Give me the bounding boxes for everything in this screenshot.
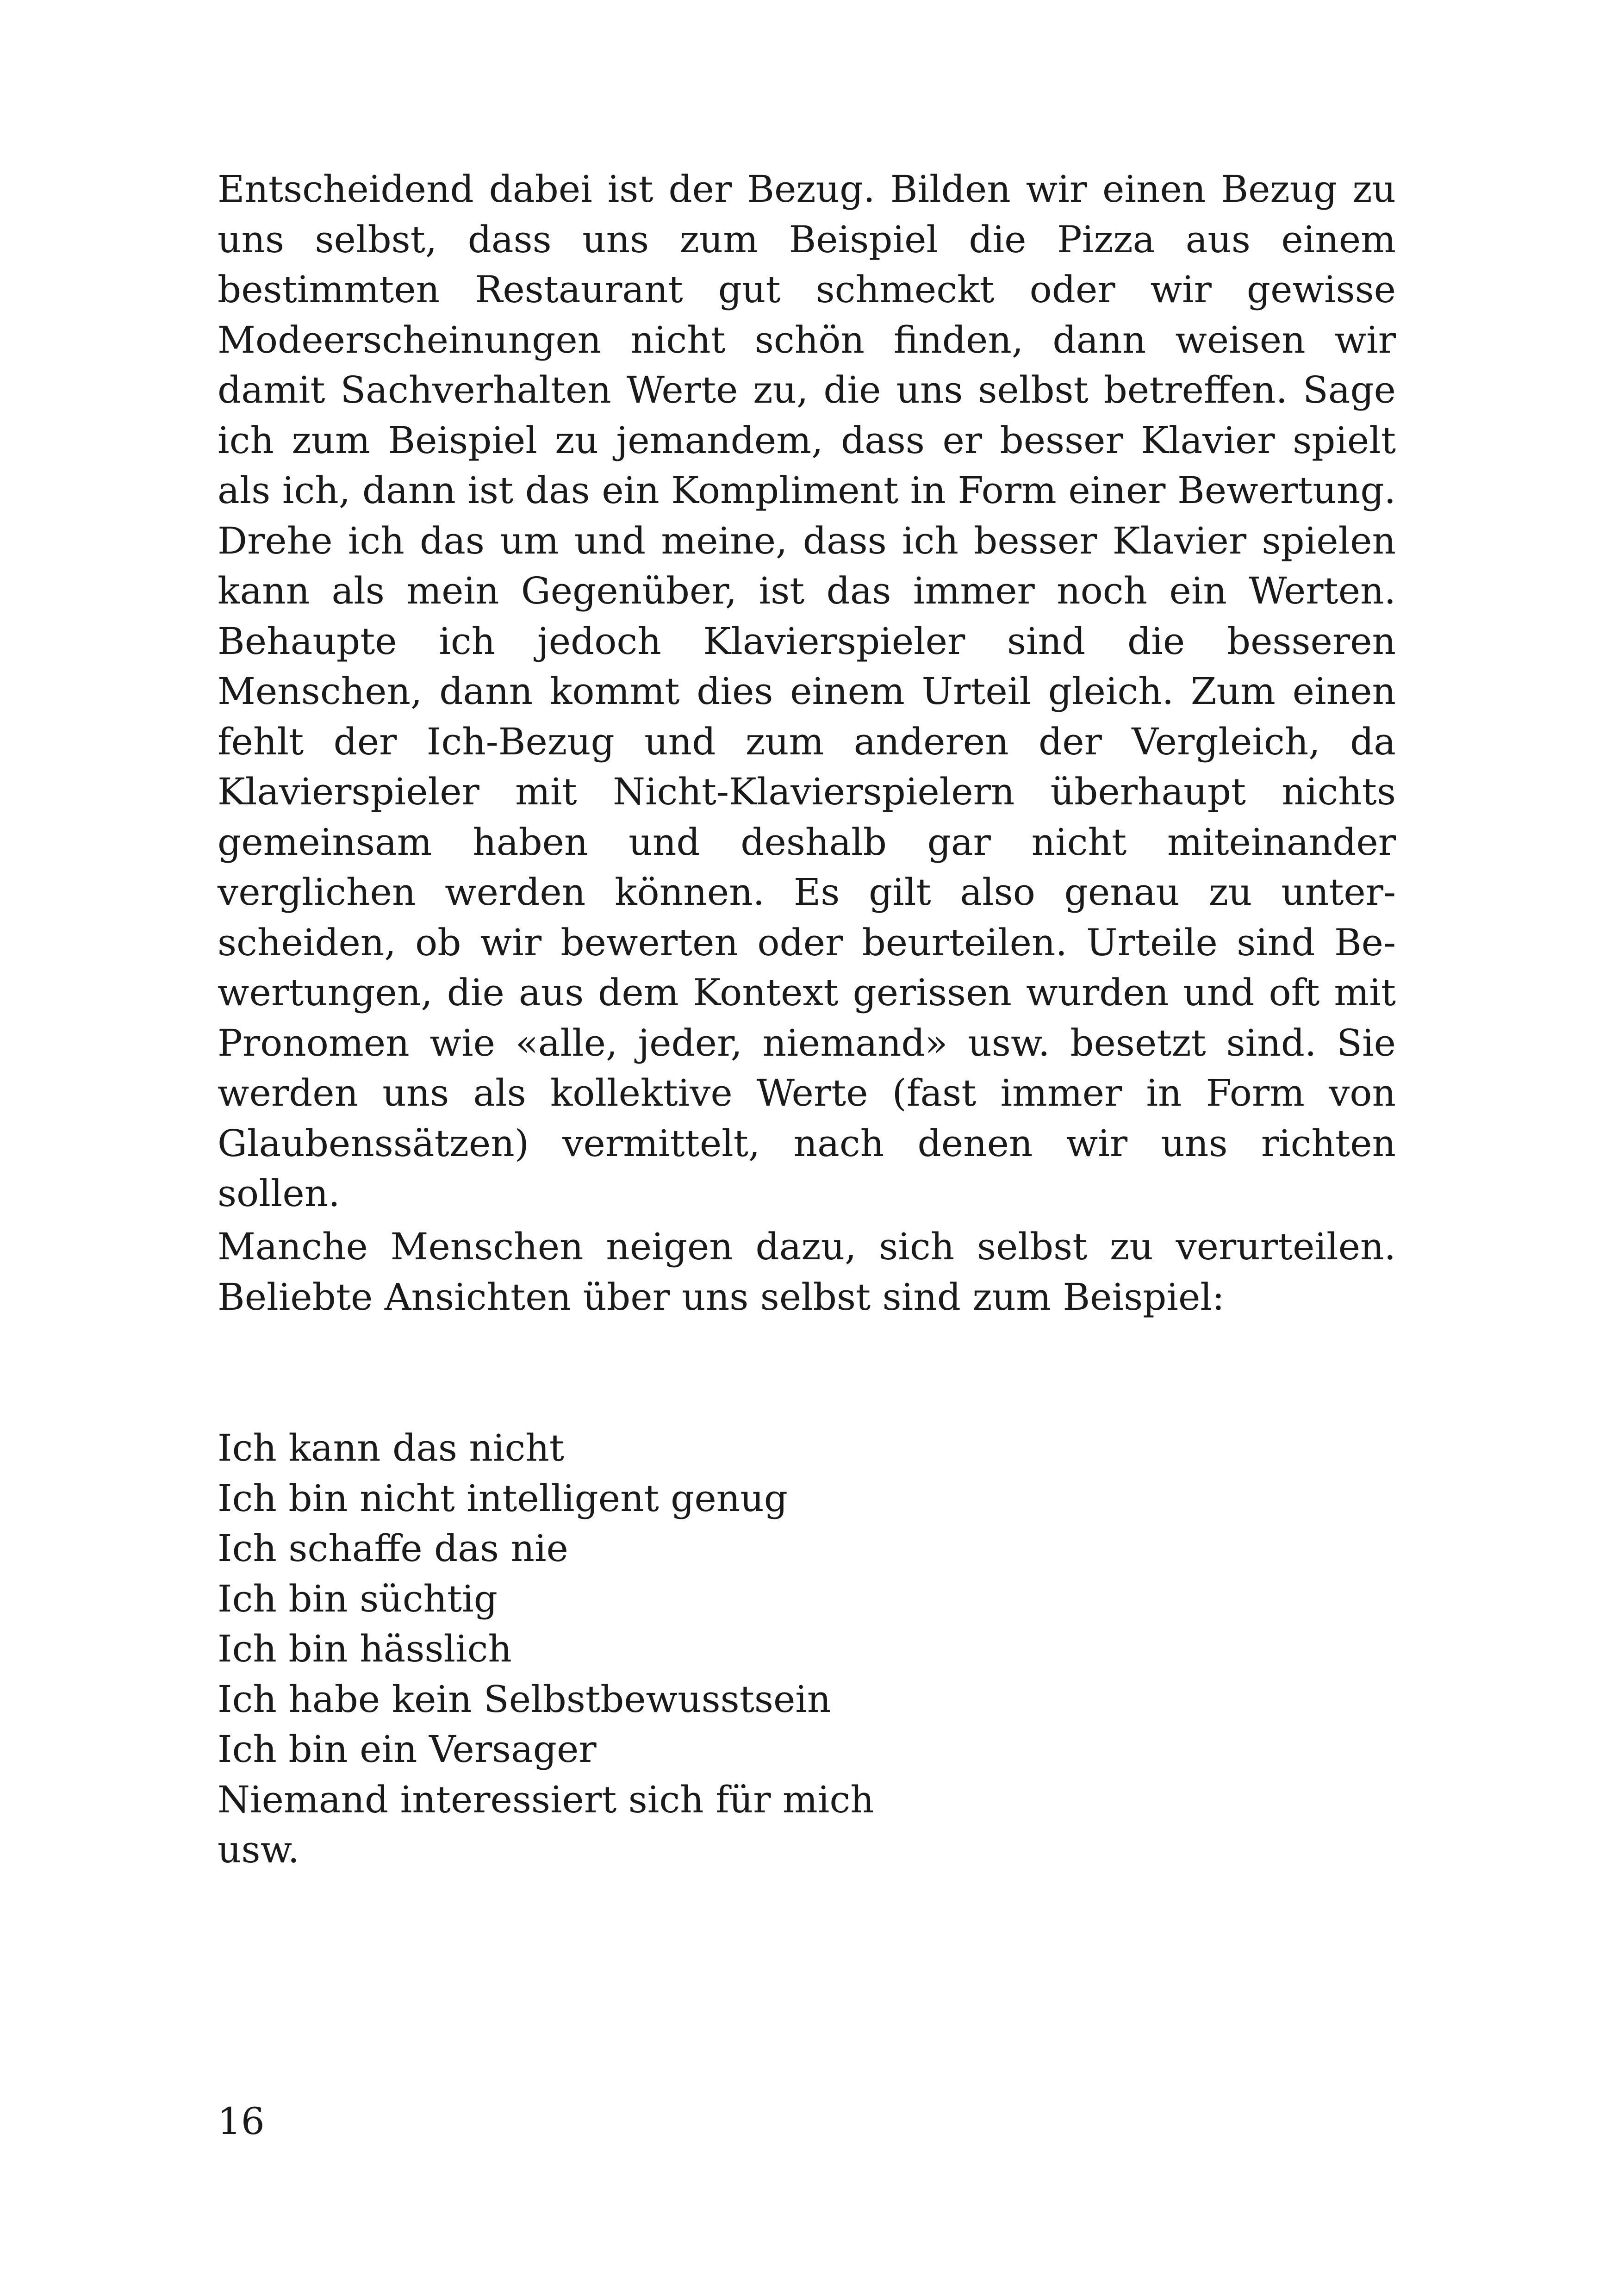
belief-list: [218, 1423, 1396, 1875]
page-number: 16: [218, 2100, 265, 2143]
list-item: Ich bin hässlich: [218, 1627, 512, 1670]
list-item: Ich bin ein Versager: [218, 1728, 597, 1771]
list-item: Ich bin nicht intelligent genug: [218, 1476, 788, 1520]
list-item: Niemand interessiert sich für mich: [218, 1778, 874, 1821]
list-item: Ich schaffe das nie: [218, 1527, 568, 1570]
list-item: Ich bin süchtig: [218, 1577, 498, 1620]
list-item: Ich kann das nicht: [218, 1426, 564, 1469]
list-item: usw.: [218, 1828, 299, 1871]
body-paragraph: Manche Menschen neigen dazu, sich selbst zu verurteilen. Beliebte Ansichten über uns selbst sind zum Beispiel:: [218, 1225, 1396, 1319]
body-paragraph: Entscheidend dabei ist der Bezug. Bilden wir einen Bezug zu uns selbst, dass uns zum Beispiel die Pizza aus einem bestimmten Restaurant gut schmeckt oder wir gewisse Modeerscheinungen nicht schön finden, dann weisen wir damit Sachverhalten Werte zu, die uns selbst betreffen. Sage ich zum Beispiel zu jemandem, dass er besser Klavier spielt als ich, dann ist das ein Kompliment in Form einer Bewertung. Drehe ich das um und meine, dass ich besser Klavier spielen kann als mein Gegenüber, ist das immer noch ein Werten. Behaupte ich jedoch Klavierspieler sind die besseren Menschen, dann kommt dies einem Urteil gleich. Zum einen fehlt der Ich-Bezug und zum anderen der Vergleich, da Klavierspieler mit Nicht-Klavierspielern überhaupt nichts gemeinsam haben und deshalb gar nicht miteinander verglichen werden können. Es gilt also genau zu unterscheiden, ob wir bewerten oder beurteilen. Urteile sind Bewertungen, die aus dem Kontext gerissen wurden und oft mit Pronomen wie «alle, jeder, niemand» usw. besetzt sind. Sie werden uns als kollektive Werte (fast immer in Form von Glaubenssätzen) vermittelt, nach denen wir uns richten sollen.: [218, 168, 1396, 1215]
list-item: Ich habe kein Selbstbewusstsein: [218, 1677, 831, 1721]
